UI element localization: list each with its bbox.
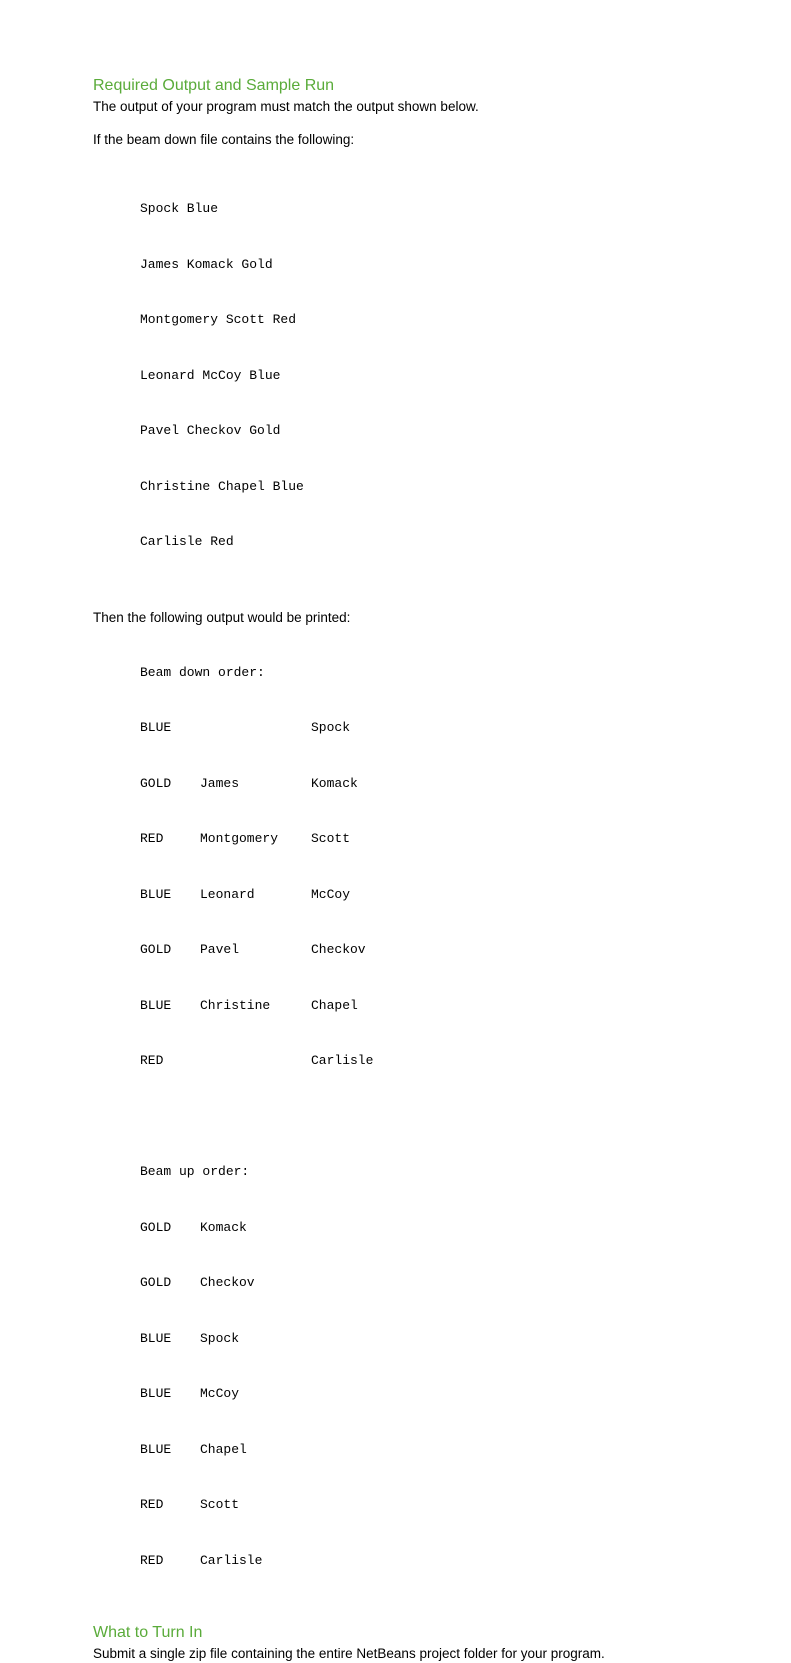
color-cell: BLUE — [140, 1330, 172, 1346]
file-line: Spock Blue — [140, 201, 219, 216]
beam-up-title: Beam up order: — [140, 1164, 250, 1179]
last-name-cell: Komack — [311, 775, 358, 791]
color-cell: GOLD — [140, 1219, 172, 1235]
color-cell: GOLD — [140, 942, 172, 957]
color-cell: BLUE — [140, 1441, 172, 1457]
output-row — [140, 1052, 713, 1071]
last-name-cell: McCoy — [200, 1386, 240, 1401]
first-name-cell — [200, 1052, 311, 1071]
color-cell: RED — [140, 1053, 164, 1068]
last-name-cell: Chapel — [311, 997, 358, 1013]
output-row — [140, 886, 713, 905]
output-row — [140, 997, 713, 1016]
last-name-cell: Checkov — [311, 942, 366, 957]
last-name-cell: Scott — [311, 831, 351, 846]
last-name-cell: Scott — [200, 1497, 240, 1512]
last-name-cell: Checkov — [200, 1275, 255, 1290]
color-cell: RED — [140, 1552, 164, 1568]
beam-down-file-listing — [93, 163, 713, 589]
last-name-cell: Spock — [200, 1330, 240, 1346]
last-name-cell: Carlisle — [200, 1552, 263, 1568]
section-heading-required-output: Required Output and Sample Run — [93, 77, 335, 94]
output-row — [140, 1385, 713, 1404]
first-name-cell: Pavel — [200, 942, 240, 957]
output-row — [140, 719, 713, 738]
color-cell: BLUE — [140, 720, 172, 735]
color-cell: RED — [140, 831, 164, 846]
color-cell: BLUE — [140, 886, 172, 902]
turn-in-paragraph: Submit a single zip file containing the entire NetBeans project folder for your program. — [93, 1646, 605, 1661]
output-intro: Then the following output would be printed: — [93, 609, 351, 625]
intro-paragraph: The output of your program must match the output shown below. — [93, 99, 479, 114]
color-cell: BLUE — [140, 997, 172, 1013]
file-line: Christine Chapel Blue — [140, 478, 304, 494]
last-name-cell: Chapel — [200, 1441, 247, 1457]
file-line: Montgomery Scott Red — [140, 312, 297, 327]
beam-down-title: Beam down order: — [140, 664, 265, 680]
color-cell: BLUE — [140, 1386, 172, 1401]
document-page — [93, 76, 713, 1663]
first-name-cell — [200, 719, 311, 738]
output-row — [140, 941, 713, 960]
output-row — [140, 1274, 713, 1293]
file-line: James Komack Gold — [140, 256, 273, 272]
last-name-cell: Carlisle — [311, 1053, 374, 1068]
color-cell: RED — [140, 1497, 164, 1512]
color-cell: GOLD — [140, 775, 172, 791]
file-line: Carlisle Red — [140, 534, 234, 549]
first-name-cell: Montgomery — [200, 831, 279, 846]
file-contents-intro: If the beam down file contains the following: — [93, 132, 355, 147]
first-name-cell: Christine — [200, 997, 271, 1013]
output-row — [140, 1219, 713, 1238]
output-row — [140, 1441, 713, 1460]
output-row — [140, 775, 713, 794]
last-name-cell: Komack — [200, 1219, 247, 1235]
file-line: Pavel Checkov Gold — [140, 423, 281, 438]
last-name-cell: Spock — [311, 720, 351, 735]
output-row — [140, 1330, 713, 1349]
section-heading-what-to-turn-in: What to Turn In — [93, 1624, 203, 1641]
output-row — [140, 1552, 713, 1571]
color-cell: GOLD — [140, 1275, 172, 1290]
first-name-cell: Leonard — [200, 886, 255, 902]
beam-up-output — [93, 1126, 713, 1607]
output-row — [140, 830, 713, 849]
last-name-cell: McCoy — [311, 886, 351, 902]
first-name-cell: James — [200, 775, 240, 791]
beam-down-output — [93, 627, 713, 1108]
output-row — [140, 1496, 713, 1515]
file-line: Leonard McCoy Blue — [140, 367, 281, 383]
